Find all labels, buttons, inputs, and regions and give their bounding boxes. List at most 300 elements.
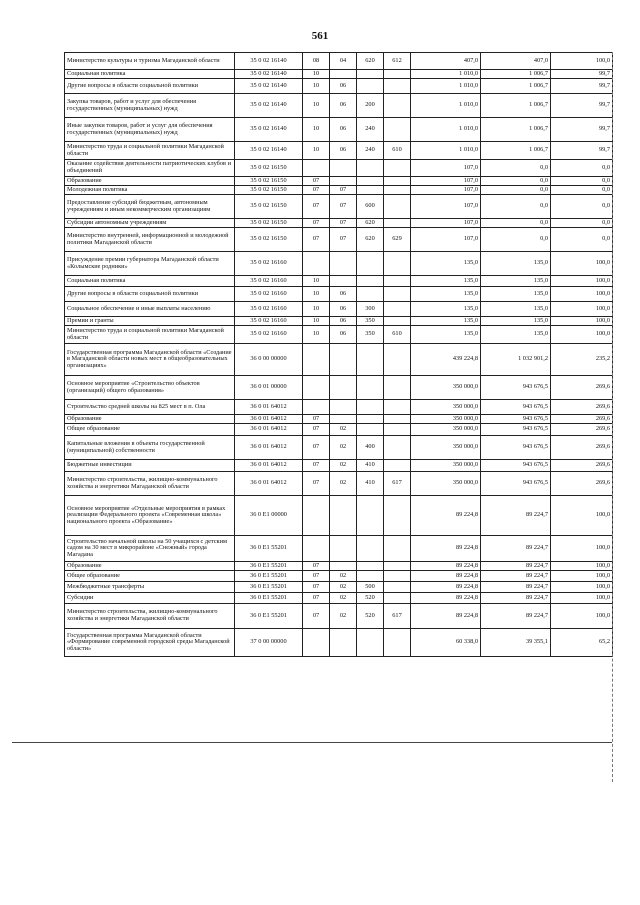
cell-administrator [384,317,411,326]
cell-section [303,629,330,657]
table-row [65,79,613,94]
cell-actual-amount: 943 676,5 [481,424,551,436]
cell-percent: 100,0 [551,571,613,582]
cell-name: Министерство труда и социальной политики Магаданской области [65,326,235,344]
cell-subsection [330,415,357,424]
cell-planned-amount: 107,0 [411,177,481,186]
cell-percent: 0,0 [551,186,613,195]
table-row [65,424,613,436]
cell-subsection: 07 [330,219,357,228]
cell-percent: 269,6 [551,415,613,424]
cell-expense-type [357,160,384,177]
cell-target-code: 35 0 02 16140 [235,118,303,142]
table-body [65,53,613,657]
cell-subsection: 02 [330,472,357,496]
cell-target-code: 35 0 02 16140 [235,79,303,94]
cell-section [303,536,330,562]
cell-name: Государственная программа Магаданской области «Формирование современной городской среды Магаданской области» [65,629,235,657]
cell-name: Молодежная политика [65,186,235,195]
table-row [65,326,613,344]
cell-subsection: 07 [330,228,357,252]
cell-expense-type [357,344,384,376]
cell-target-code: 35 0 02 16140 [235,70,303,79]
cell-target-code: 35 0 02 16140 [235,53,303,70]
cell-expense-type [357,376,384,400]
cell-planned-amount: 439 224,8 [411,344,481,376]
cell-section [303,496,330,536]
cell-expense-type: 620 [357,53,384,70]
cell-actual-amount: 0,0 [481,177,551,186]
cell-actual-amount: 135,0 [481,287,551,302]
cell-actual-amount: 0,0 [481,219,551,228]
cell-percent: 269,6 [551,424,613,436]
cell-subsection [330,536,357,562]
cell-percent: 0,0 [551,219,613,228]
cell-section: 07 [303,562,330,571]
cell-expense-type: 520 [357,604,384,629]
table-row [65,160,613,177]
cell-actual-amount: 943 676,5 [481,436,551,460]
cell-administrator [384,629,411,657]
cell-target-code: 35 0 02 16150 [235,160,303,177]
cell-name: Государственная программа Магаданской области «Создание в Магаданской области новых мест в общеобразовательных организациях» [65,344,235,376]
cell-target-code: 36 0 01 64012 [235,460,303,472]
cell-administrator: 617 [384,604,411,629]
cell-name: Образование [65,562,235,571]
cell-name: Образование [65,177,235,186]
cell-actual-amount: 89 224,7 [481,496,551,536]
cell-percent: 99,7 [551,94,613,118]
cell-actual-amount: 1 006,7 [481,94,551,118]
cell-planned-amount: 350 000,0 [411,424,481,436]
cell-actual-amount: 135,0 [481,326,551,344]
cell-actual-amount: 89 224,7 [481,571,551,582]
table-row [65,496,613,536]
cell-actual-amount: 135,0 [481,317,551,326]
cell-planned-amount: 89 224,8 [411,604,481,629]
cell-target-code: 35 0 02 16150 [235,186,303,195]
cell-target-code: 36 0 E1 55201 [235,571,303,582]
cell-name: Другие вопросы в области социальной политики [65,79,235,94]
cell-name: Министерство труда и социальной политики Магаданской области [65,142,235,160]
cell-subsection: 06 [330,326,357,344]
cell-subsection: 04 [330,53,357,70]
cell-administrator [384,344,411,376]
cell-actual-amount: 943 676,5 [481,400,551,415]
cell-expense-type [357,571,384,582]
cell-target-code: 36 0 E1 00000 [235,496,303,536]
cell-name: Премии и гранты [65,317,235,326]
cell-name: Министерство культуры и туризма Магаданской области [65,53,235,70]
cell-actual-amount: 89 224,7 [481,604,551,629]
cell-expense-type: 620 [357,228,384,252]
cell-name: Оказание содействия деятельности патриотических клубов и объединений [65,160,235,177]
cell-administrator [384,436,411,460]
cell-section: 10 [303,142,330,160]
cell-target-code: 35 0 02 16160 [235,317,303,326]
cell-actual-amount: 943 676,5 [481,460,551,472]
cell-administrator [384,70,411,79]
cell-expense-type [357,400,384,415]
cell-actual-amount: 135,0 [481,302,551,317]
cell-administrator [384,287,411,302]
cell-name: Строительство средней школы на 825 мест в п. Ола [65,400,235,415]
cell-target-code: 36 0 01 00000 [235,376,303,400]
cell-name: Социальная политика [65,276,235,287]
cell-percent: 0,0 [551,195,613,219]
cell-target-code: 35 0 02 16140 [235,142,303,160]
cell-expense-type [357,562,384,571]
table-row [65,276,613,287]
cell-name: Межбюджетные трансферты [65,582,235,593]
cell-name: Бюджетные инвестиции [65,460,235,472]
cell-name: Социальная политика [65,70,235,79]
cell-section: 07 [303,195,330,219]
table-row [65,593,613,604]
cell-expense-type [357,276,384,287]
cell-administrator [384,195,411,219]
cell-section [303,344,330,376]
cell-expense-type [357,252,384,276]
cell-section: 07 [303,186,330,195]
table-row [65,536,613,562]
cell-planned-amount: 1 010,0 [411,70,481,79]
cell-actual-amount: 89 224,7 [481,536,551,562]
cell-percent: 99,7 [551,142,613,160]
table-row [65,142,613,160]
cell-subsection: 07 [330,195,357,219]
cell-target-code: 36 0 E1 55201 [235,582,303,593]
cell-administrator [384,582,411,593]
cell-percent: 269,6 [551,376,613,400]
cell-section: 07 [303,415,330,424]
cell-administrator: 610 [384,326,411,344]
cell-name: Предоставление субсидий бюджетным, автономным учреждениям и иным некоммерческим организациям [65,195,235,219]
cell-planned-amount: 350 000,0 [411,436,481,460]
cell-subsection [330,562,357,571]
cell-expense-type: 200 [357,94,384,118]
cell-name: Основное мероприятие «Отдельные мероприятия в рамках реализации Федерального проекта «Современная школа» национального проекта «Образование» [65,496,235,536]
cell-target-code: 35 0 02 16160 [235,302,303,317]
cell-planned-amount: 135,0 [411,302,481,317]
cell-planned-amount: 1 010,0 [411,118,481,142]
table-row [65,460,613,472]
cell-actual-amount: 89 224,7 [481,593,551,604]
cell-subsection: 02 [330,593,357,604]
cell-percent: 99,7 [551,118,613,142]
cell-expense-type [357,415,384,424]
cell-percent: 269,6 [551,472,613,496]
cell-target-code: 35 0 02 16150 [235,195,303,219]
cell-subsection: 02 [330,436,357,460]
cell-section: 07 [303,472,330,496]
table-row [65,472,613,496]
table-row [65,186,613,195]
table-row [65,582,613,593]
cell-name: Основное мероприятие «Строительство объектов (организаций) общего образования» [65,376,235,400]
cell-administrator [384,177,411,186]
table-row [65,287,613,302]
table-row [65,70,613,79]
cell-target-code: 36 0 E1 55201 [235,604,303,629]
table-row [65,317,613,326]
cell-planned-amount: 135,0 [411,276,481,287]
cell-subsection: 06 [330,287,357,302]
cell-percent: 99,7 [551,79,613,94]
table-row [65,436,613,460]
cell-percent: 100,0 [551,536,613,562]
table-row [65,228,613,252]
cell-planned-amount: 135,0 [411,326,481,344]
cell-subsection: 02 [330,460,357,472]
table-row [65,344,613,376]
cell-percent: 100,0 [551,582,613,593]
cell-expense-type: 350 [357,326,384,344]
cell-subsection [330,496,357,536]
cell-percent: 0,0 [551,160,613,177]
cell-percent: 99,7 [551,70,613,79]
cell-target-code: 36 0 01 64012 [235,436,303,460]
cell-planned-amount: 1 010,0 [411,142,481,160]
cell-subsection [330,70,357,79]
cell-expense-type [357,287,384,302]
cell-subsection [330,160,357,177]
cell-target-code: 35 0 02 16160 [235,287,303,302]
cell-percent: 65,2 [551,629,613,657]
page-number: 561 [311,30,329,42]
cell-administrator: 629 [384,228,411,252]
cell-section [303,400,330,415]
cell-percent: 100,0 [551,593,613,604]
cell-administrator [384,160,411,177]
table-row [65,177,613,186]
cell-section: 10 [303,326,330,344]
cell-target-code: 36 0 01 64012 [235,400,303,415]
cell-subsection [330,177,357,186]
cell-subsection: 02 [330,582,357,593]
cell-actual-amount: 39 355,1 [481,629,551,657]
table-row [65,252,613,276]
cell-name: Капитальные вложения в объекты государственной (муниципальной) собственности [65,436,235,460]
cell-subsection: 02 [330,604,357,629]
cell-planned-amount: 89 224,8 [411,593,481,604]
cell-section: 08 [303,53,330,70]
cell-section [303,160,330,177]
cell-actual-amount: 135,0 [481,252,551,276]
cell-planned-amount: 350 000,0 [411,472,481,496]
cell-actual-amount: 407,0 [481,53,551,70]
cell-target-code: 36 0 01 64012 [235,424,303,436]
cell-planned-amount: 350 000,0 [411,400,481,415]
cell-subsection [330,252,357,276]
cell-target-code: 36 0 01 64012 [235,415,303,424]
cell-administrator [384,424,411,436]
cell-actual-amount: 943 676,5 [481,376,551,400]
cell-percent: 269,6 [551,460,613,472]
cell-subsection [330,400,357,415]
cell-expense-type: 350 [357,317,384,326]
cell-target-code: 35 0 02 16150 [235,228,303,252]
cell-name: Иные закупки товаров, работ и услуг для обеспечения государственных (муниципальных) нужд [65,118,235,142]
cell-name: Образование [65,415,235,424]
cell-planned-amount: 1 010,0 [411,94,481,118]
cell-expense-type: 410 [357,472,384,496]
cell-planned-amount: 89 224,8 [411,582,481,593]
cell-subsection: 07 [330,186,357,195]
cell-administrator [384,593,411,604]
cell-subsection: 02 [330,424,357,436]
cell-section: 10 [303,287,330,302]
cell-subsection [330,629,357,657]
cell-name: Общее образование [65,424,235,436]
margin-dashed-line [612,52,614,782]
cell-planned-amount: 107,0 [411,219,481,228]
cell-planned-amount: 135,0 [411,317,481,326]
cell-expense-type [357,177,384,186]
cell-administrator [384,400,411,415]
cell-administrator [384,376,411,400]
cell-administrator: 617 [384,472,411,496]
cell-target-code: 35 0 02 16150 [235,219,303,228]
cell-actual-amount: 135,0 [481,276,551,287]
cell-section: 10 [303,70,330,79]
cell-planned-amount: 89 224,8 [411,496,481,536]
cell-planned-amount: 350 000,0 [411,460,481,472]
cell-administrator [384,571,411,582]
cell-planned-amount: 135,0 [411,252,481,276]
cell-expense-type: 500 [357,582,384,593]
cell-actual-amount: 943 676,5 [481,415,551,424]
cell-planned-amount: 407,0 [411,53,481,70]
table-row [65,118,613,142]
cell-percent: 100,0 [551,326,613,344]
cell-actual-amount: 0,0 [481,186,551,195]
cell-section: 10 [303,302,330,317]
table-row [65,571,613,582]
cell-administrator [384,536,411,562]
cell-actual-amount: 1 006,7 [481,142,551,160]
cell-planned-amount: 60 338,0 [411,629,481,657]
cell-administrator: 610 [384,142,411,160]
cell-target-code: 37 0 00 00000 [235,629,303,657]
table-row [65,415,613,424]
cell-planned-amount: 89 224,8 [411,536,481,562]
cell-actual-amount: 89 224,7 [481,562,551,571]
cell-target-code: 36 0 E1 55201 [235,536,303,562]
cell-planned-amount: 107,0 [411,160,481,177]
cell-actual-amount: 1 032 901,2 [481,344,551,376]
cell-expense-type [357,496,384,536]
cell-administrator [384,94,411,118]
cell-section: 07 [303,460,330,472]
cell-subsection: 02 [330,571,357,582]
cell-expense-type [357,186,384,195]
cell-name: Министерство строительства, жилищно-коммунального хозяйства и энергетики Магаданской области [65,472,235,496]
cell-name: Закупка товаров, работ и услуг для обеспечения государственных (муниципальных) нужд [65,94,235,118]
cell-expense-type [357,629,384,657]
cell-subsection: 06 [330,79,357,94]
cell-administrator [384,415,411,424]
cell-target-code: 35 0 02 16160 [235,276,303,287]
cell-actual-amount: 1 006,7 [481,70,551,79]
cell-administrator [384,460,411,472]
budget-table [64,52,613,657]
cell-actual-amount: 943 676,5 [481,472,551,496]
cell-name: Строительство начальной школы на 50 учащихся с детским садом на 30 мест в микрорайоне «Снежный» города Магадана [65,536,235,562]
cell-percent: 100,0 [551,252,613,276]
cell-actual-amount: 1 006,7 [481,79,551,94]
cell-section [303,376,330,400]
cell-expense-type: 620 [357,219,384,228]
cell-percent: 100,0 [551,287,613,302]
table-row [65,562,613,571]
table-row [65,302,613,317]
cell-section: 10 [303,118,330,142]
cell-name: Министерство внутренней, информационной и молодежной политики Магаданской области [65,228,235,252]
cell-percent: 269,6 [551,436,613,460]
cell-expense-type [357,424,384,436]
cell-section: 07 [303,436,330,460]
cell-section: 07 [303,604,330,629]
cell-administrator [384,186,411,195]
cell-section: 07 [303,424,330,436]
cell-actual-amount: 0,0 [481,160,551,177]
cell-expense-type: 600 [357,195,384,219]
cell-administrator [384,496,411,536]
cell-percent: 100,0 [551,53,613,70]
cell-percent: 100,0 [551,604,613,629]
cell-expense-type [357,536,384,562]
cell-section: 07 [303,582,330,593]
cell-subsection [330,376,357,400]
cell-name: Субсидии [65,593,235,604]
cell-section: 10 [303,317,330,326]
cell-section: 10 [303,276,330,287]
cell-administrator [384,79,411,94]
cell-percent: 269,6 [551,400,613,415]
cell-name: Социальное обеспечение и иные выплаты населению [65,302,235,317]
cell-subsection: 06 [330,94,357,118]
cell-planned-amount: 350 000,0 [411,415,481,424]
cell-planned-amount: 350 000,0 [411,376,481,400]
cell-section: 07 [303,593,330,604]
cell-expense-type: 410 [357,460,384,472]
cell-expense-type: 240 [357,142,384,160]
cell-actual-amount: 0,0 [481,228,551,252]
cell-administrator [384,562,411,571]
cell-percent: 235,2 [551,344,613,376]
cell-percent: 100,0 [551,317,613,326]
table-row [65,195,613,219]
cell-expense-type: 300 [357,302,384,317]
cell-percent: 0,0 [551,228,613,252]
cell-target-code: 36 0 01 64012 [235,472,303,496]
cell-planned-amount: 1 010,0 [411,79,481,94]
cell-expense-type: 240 [357,118,384,142]
footer-rule [12,742,612,743]
cell-name: Министерство строительства, жилищно-коммунального хозяйства и энергетики Магаданской области [65,604,235,629]
cell-expense-type [357,79,384,94]
cell-section: 07 [303,219,330,228]
table-row [65,629,613,657]
cell-target-code: 35 0 02 16150 [235,177,303,186]
cell-subsection: 06 [330,302,357,317]
cell-subsection [330,276,357,287]
table-row [65,53,613,70]
cell-target-code: 36 0 E1 55201 [235,593,303,604]
cell-planned-amount: 89 224,8 [411,571,481,582]
cell-percent: 100,0 [551,302,613,317]
